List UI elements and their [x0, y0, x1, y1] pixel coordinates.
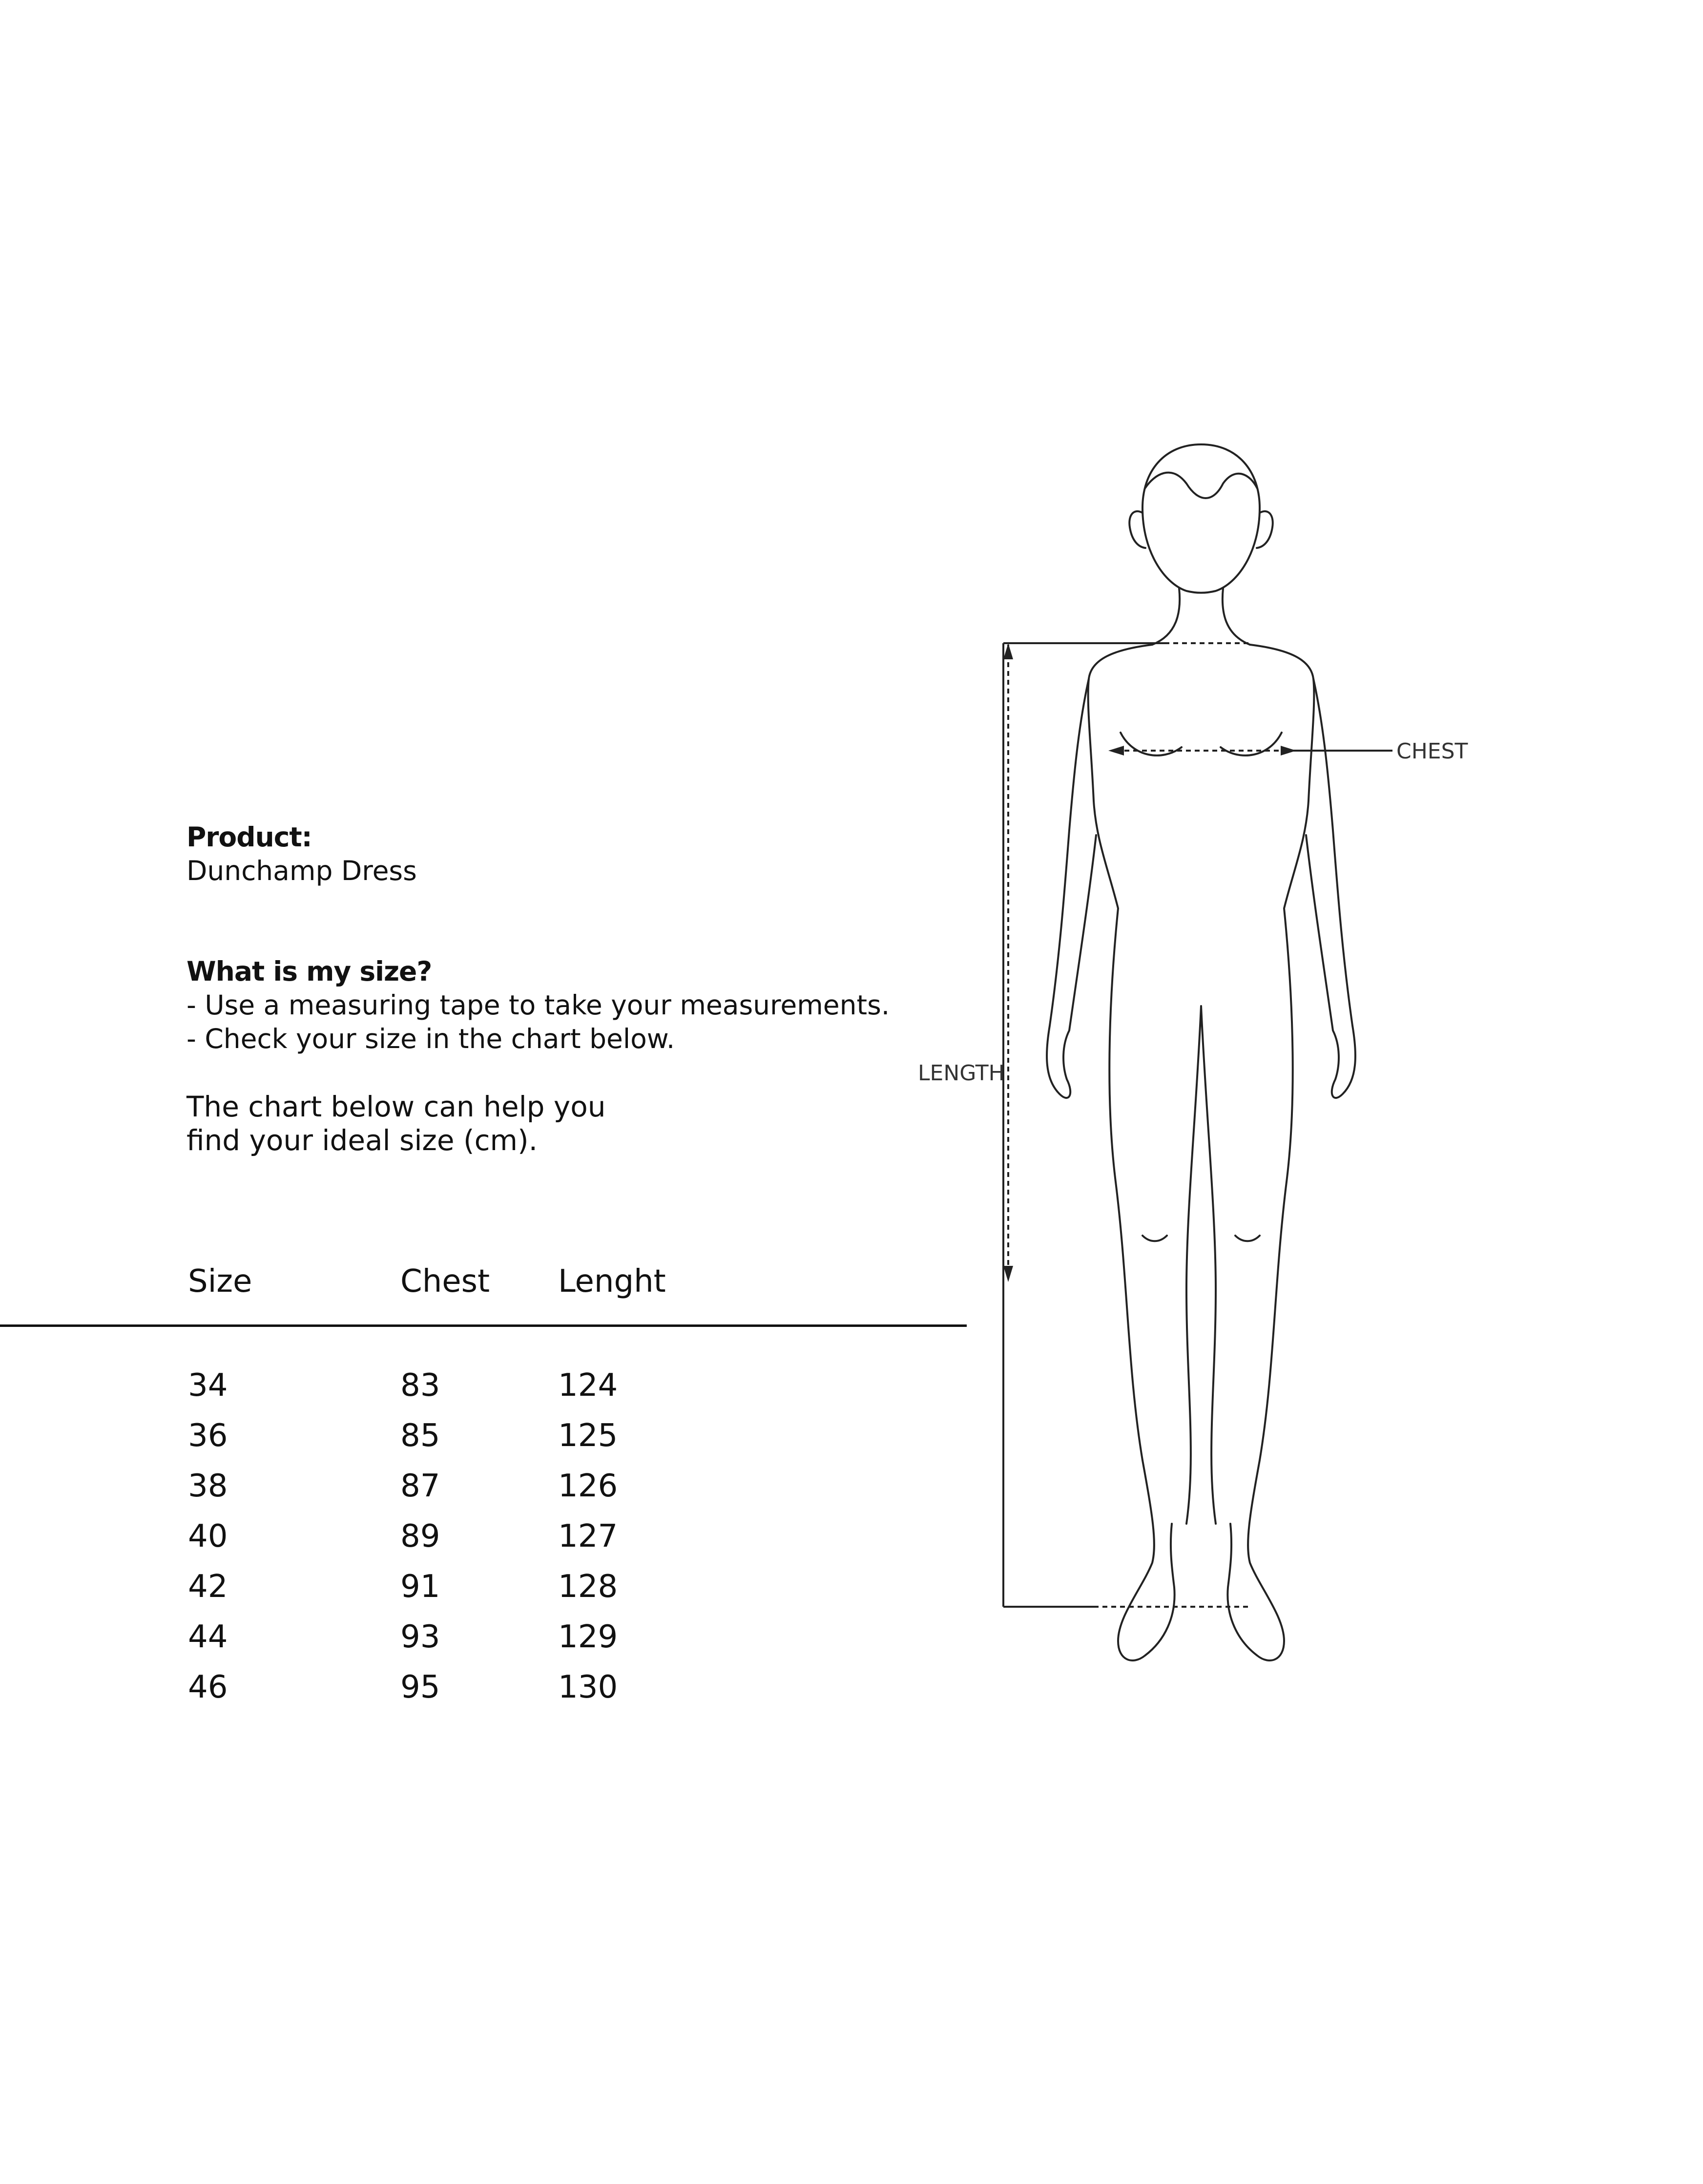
table-body	[0, 1367, 967, 1720]
cell-length: 128	[558, 1569, 618, 1605]
header-chest: Chest	[400, 1263, 490, 1300]
cell-size: 40	[188, 1518, 228, 1554]
length-top-arrow	[1003, 643, 1013, 659]
cell-size: 46	[188, 1669, 228, 1705]
table-row	[0, 1468, 967, 1518]
measurement-figure	[898, 430, 1543, 1739]
cell-chest: 85	[400, 1418, 440, 1454]
product-heading: Product:	[187, 821, 312, 853]
table-row	[0, 1569, 967, 1619]
cell-length: 127	[558, 1518, 618, 1554]
cell-size: 38	[188, 1468, 228, 1504]
chart-note-line: The chart below can help you	[187, 1090, 606, 1123]
chart-note	[187, 1090, 606, 1157]
cell-chest: 95	[400, 1669, 440, 1705]
chart-note-line: find your ideal size (cm).	[187, 1124, 538, 1157]
header-size: Size	[188, 1263, 252, 1300]
cell-size: 42	[188, 1569, 228, 1605]
table-row	[0, 1619, 967, 1669]
size-help-heading: What is my size?	[187, 956, 432, 987]
cell-size: 34	[188, 1367, 228, 1404]
cell-chest: 91	[400, 1569, 440, 1605]
body-outline-drawing	[898, 430, 1543, 1739]
cell-size: 36	[188, 1418, 228, 1454]
size-help-step: - Check your size in the chart below.	[187, 1023, 675, 1054]
chest-right-arrow	[1281, 746, 1296, 756]
cell-chest: 93	[400, 1619, 440, 1655]
table-row	[0, 1518, 967, 1569]
inner-leg-outline	[1186, 1006, 1216, 1524]
left-knee-mark	[1142, 1236, 1167, 1241]
length-label: LENGTH	[918, 1061, 1005, 1086]
right-chest-line	[1221, 733, 1282, 756]
cell-chest: 87	[400, 1468, 440, 1504]
right-arm-outline	[1306, 679, 1355, 1098]
hair-line	[1145, 473, 1257, 498]
size-help-step: - Use a measuring tape to take your measurements.	[187, 989, 890, 1021]
table-row	[0, 1669, 967, 1720]
product-info	[187, 820, 417, 888]
cell-length: 125	[558, 1418, 618, 1454]
size-help	[187, 955, 890, 1056]
cell-length: 130	[558, 1669, 618, 1705]
right-knee-mark	[1235, 1236, 1260, 1241]
cell-chest: 89	[400, 1518, 440, 1554]
cell-chest: 83	[400, 1367, 440, 1404]
chest-label: CHEST	[1396, 739, 1468, 764]
length-bottom-arrow	[1003, 1266, 1013, 1282]
cell-size: 44	[188, 1619, 228, 1655]
table-header	[0, 1250, 967, 1327]
table-row	[0, 1367, 967, 1418]
head-outline	[1142, 444, 1260, 593]
size-table	[0, 1250, 967, 1705]
torso-outline	[1088, 645, 1175, 1660]
table-row	[0, 1418, 967, 1468]
left-arm-outline	[1047, 679, 1096, 1098]
product-name: Dunchamp Dress	[187, 855, 417, 886]
torso-outline-right	[1227, 645, 1314, 1660]
left-chest-line	[1121, 733, 1182, 756]
chest-left-arrow	[1108, 746, 1124, 756]
cell-length: 126	[558, 1468, 618, 1504]
cell-length: 124	[558, 1367, 618, 1404]
header-length: Lenght	[558, 1263, 666, 1300]
neck-outline	[1152, 588, 1250, 645]
cell-length: 129	[558, 1619, 618, 1655]
